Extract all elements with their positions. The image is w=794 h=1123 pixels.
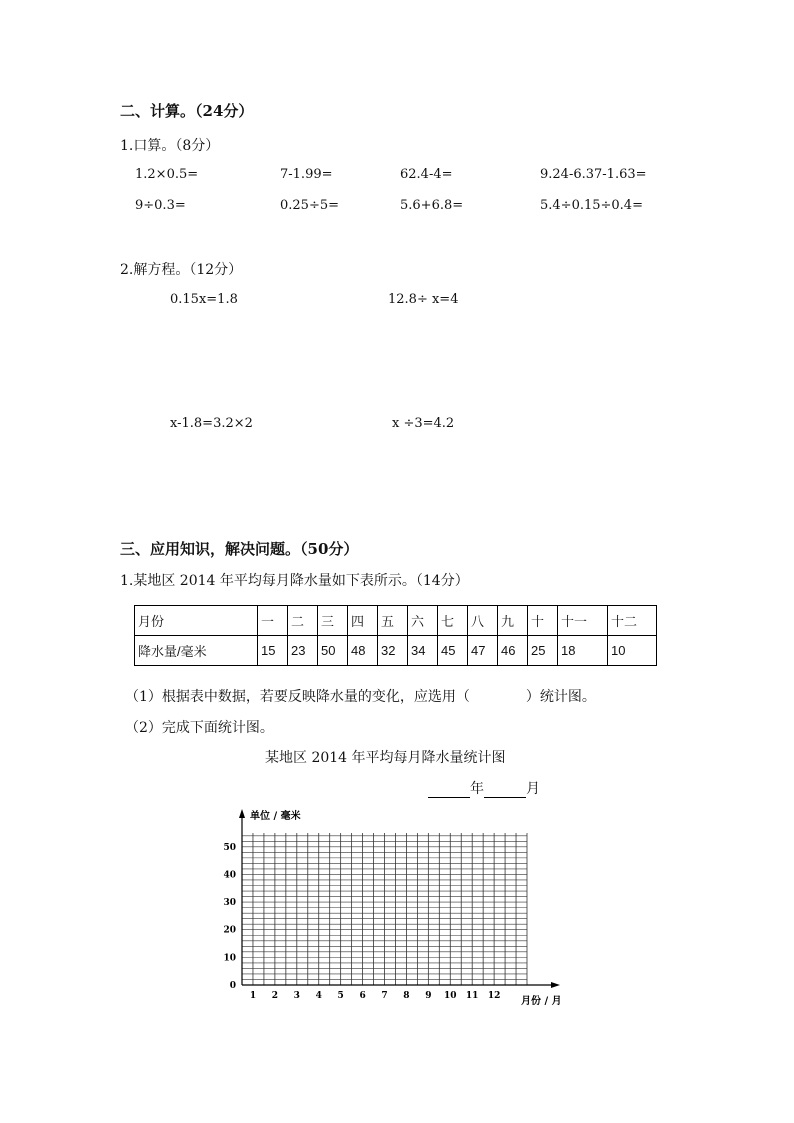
rainfall-table <box>134 605 657 666</box>
table-month-cell: 五 <box>378 606 408 636</box>
chart-date-line <box>428 778 540 798</box>
table-value-cell: 45 <box>438 636 468 666</box>
table-header-row <box>135 606 657 636</box>
table-month-cell: 十 <box>528 606 558 636</box>
chart <box>215 805 580 1014</box>
x-tick-label: 11 <box>465 991 479 1001</box>
x-tick-label: 7 <box>381 991 388 1001</box>
table-value-cell: 46 <box>498 636 528 666</box>
equation: x ÷3=4.2 <box>392 416 455 431</box>
table-value-cell: 50 <box>318 636 348 666</box>
table-month-cell: 六 <box>408 606 438 636</box>
calc-item: 9÷0.3= <box>135 198 186 213</box>
table-value-cell: 25 <box>528 636 558 666</box>
calc-item: 1.2×0.5= <box>135 167 199 182</box>
y-tick-label: 30 <box>223 898 236 909</box>
x-tick-label: 3 <box>293 991 300 1001</box>
y-tick-label: 20 <box>223 925 236 936</box>
table-value-cell: 47 <box>468 636 498 666</box>
year-blank[interactable] <box>428 783 470 798</box>
q1-title: 1.口算。（8分） <box>120 138 220 154</box>
table-month-cell: 十二 <box>608 606 657 636</box>
table-month-cell: 九 <box>498 606 528 636</box>
x-tick-label: 2 <box>271 991 279 1001</box>
calc-item: 7-1.99= <box>280 167 333 182</box>
x-tick-label: 12 <box>487 991 501 1001</box>
x-tick-label: 5 <box>337 991 344 1001</box>
calc-item: 5.6+6.8= <box>400 198 464 213</box>
table-value-cell: 15 <box>258 636 288 666</box>
month-blank[interactable] <box>484 783 526 798</box>
table-month-cell: 三 <box>318 606 348 636</box>
table-month-cell: 八 <box>468 606 498 636</box>
calc-item: 9.24-6.37-1.63= <box>540 167 647 182</box>
x-tick-label: 6 <box>359 991 366 1001</box>
y-tick-label: 50 <box>223 842 236 853</box>
table-month-cell: 十一 <box>558 606 608 636</box>
calc-item: 5.4÷0.15÷0.4= <box>540 198 643 213</box>
table-month-cell: 二 <box>288 606 318 636</box>
month-suffix: 月 <box>526 781 540 797</box>
sub-question-2: （2）完成下面统计图。 <box>125 720 274 736</box>
q2-title: 2.解方程。（12分） <box>120 262 243 278</box>
equation: 12.8÷ x=4 <box>388 292 459 307</box>
chart-title: 某地区 2014 年平均每月降水量统计图 <box>265 750 506 766</box>
table-value-cell: 23 <box>288 636 318 666</box>
x-axis-label: 月份 / 月 <box>521 996 562 1007</box>
table-value-cell: 10 <box>608 636 657 666</box>
table-value-cell: 18 <box>558 636 608 666</box>
x-tick-label: 1 <box>249 991 257 1001</box>
table-month-cell: 七 <box>438 606 468 636</box>
s3-q1-title: 1.某地区 2014 年平均每月降水量如下表所示。（14分） <box>120 573 469 589</box>
year-suffix: 年 <box>470 781 484 797</box>
x-tick-label: 10 <box>444 991 457 1001</box>
section2-title: 二、计算。（24分） <box>120 102 254 120</box>
table-value-cell: 48 <box>348 636 378 666</box>
y-tick-label: 0 <box>229 981 236 991</box>
table-header-label: 月份 <box>135 606 258 636</box>
table-month-cell: 一 <box>258 606 288 636</box>
x-axis-arrow <box>551 982 560 988</box>
table-value-cell: 32 <box>378 636 408 666</box>
equation: 0.15x=1.8 <box>170 292 238 307</box>
y-tick-label: 10 <box>223 953 236 964</box>
y-tick-label: 40 <box>223 870 236 881</box>
section3-title: 三、应用知识，解决问题。（50分） <box>120 540 359 558</box>
table-row-label: 降水量/毫米 <box>135 636 258 666</box>
x-tick-label: 9 <box>425 991 432 1001</box>
y-axis-arrow <box>239 809 245 818</box>
x-tick-label: 8 <box>403 991 410 1001</box>
x-tick-label: 4 <box>315 991 322 1001</box>
table-month-cell: 四 <box>348 606 378 636</box>
table-value-cell: 34 <box>408 636 438 666</box>
equation: x-1.8=3.2×2 <box>170 416 253 431</box>
calc-item: 0.25÷5= <box>280 198 340 213</box>
calc-item: 62.4-4= <box>400 167 453 182</box>
sub-question-1: （1）根据表中数据，若要反映降水量的变化，应选用（ ）统计图。 <box>125 689 596 705</box>
y-axis-label: 单位 / 毫米 <box>250 811 301 822</box>
table-value-row <box>135 636 657 666</box>
chart-svg <box>215 805 580 1010</box>
